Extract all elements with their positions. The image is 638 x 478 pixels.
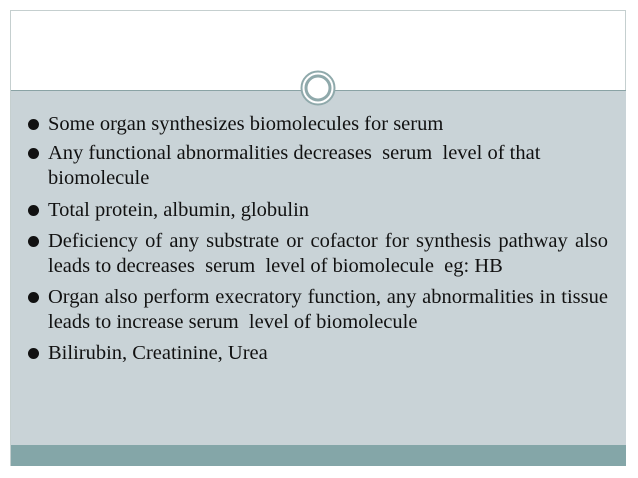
list-item [26, 112, 608, 137]
bullet-dot-icon [28, 236, 39, 247]
bullet-dot-icon [28, 205, 39, 216]
bullet-text: Some organ synthesizes biomolecules for serum [48, 113, 444, 135]
bullet-text: Bilirubin, Creatinine, Urea [48, 342, 268, 364]
bullet-dot-icon [28, 348, 39, 359]
list-item [26, 229, 614, 279]
bullet-text: Organ also perform execratory function, any abnormalities in tissue leads to increase serum level of biomolecule [48, 286, 614, 333]
bullet-dot-icon [28, 148, 39, 159]
list-item [26, 285, 614, 335]
list-item [26, 198, 608, 223]
bullet-dot-icon [28, 292, 39, 303]
footer-band [11, 445, 626, 466]
list-item [26, 341, 608, 366]
bullet-text: Any functional abnormalities decreases serum level of that biomolecule [48, 142, 546, 189]
bullet-dot-icon [28, 119, 39, 130]
list-item [26, 141, 608, 191]
bullet-text: Deficiency of any substrate or cofactor for synthesis pathway also leads to decreases serum level of biomolecule eg: HB [48, 230, 614, 277]
bullet-text: Total protein, albumin, globulin [48, 199, 310, 221]
circle-ornament-icon [300, 70, 336, 106]
bullet-list [26, 112, 614, 370]
